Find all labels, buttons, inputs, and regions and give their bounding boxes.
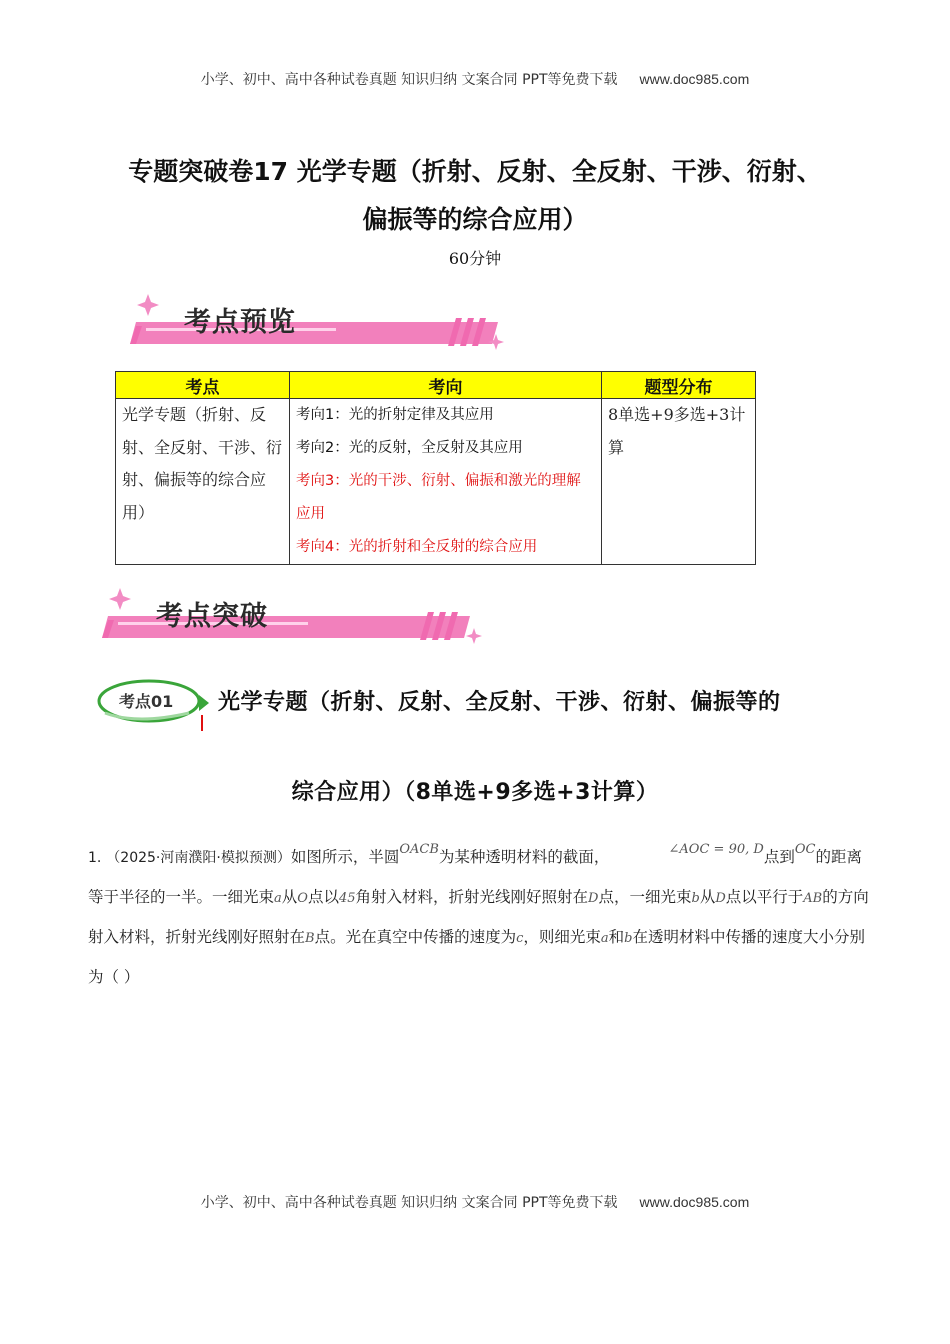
footer-text: 小学、初中、高中各种试卷真题 知识归纳 文案合同 PPT等免费下载 xyxy=(200,1195,618,1211)
question-number: 1. xyxy=(88,850,102,866)
math-a: a xyxy=(600,931,609,946)
math-o: O xyxy=(297,891,308,906)
page-title xyxy=(60,148,890,244)
math-b: b xyxy=(691,891,700,906)
title-line2: 偏振等的综合应用） xyxy=(362,205,588,234)
question-text: 从 xyxy=(281,888,298,906)
badge-label: 考点01 xyxy=(119,692,174,711)
math-a: a xyxy=(274,891,282,906)
topic-cell: 光学专题（折射、反射、全反射、干涉、衍射、偏振等的综合应用） xyxy=(116,399,290,565)
direction-item: 考向3：光的干涉、衍射、偏振和激光的理解应用 xyxy=(296,473,581,522)
kaodian-heading: 光学专题（折射、反射、全反射、干涉、衍射、偏振等的 xyxy=(218,690,781,715)
table-row xyxy=(116,399,756,565)
math-angle-aoc: ∠AOC = 90 xyxy=(668,842,746,857)
question-text: 在透明材料中传播的速度大小分别为（ ） xyxy=(88,928,866,986)
question-text: 点以平行于 xyxy=(725,888,804,906)
table-header-kaodian: 考点 xyxy=(116,372,290,399)
question-text: 和 xyxy=(608,928,625,946)
math-ab: AB xyxy=(803,891,823,906)
directions-cell xyxy=(290,399,602,565)
directions-list xyxy=(296,399,595,564)
question-text: 点到 xyxy=(763,848,795,866)
table-header-row xyxy=(116,372,756,399)
table-header-distribution: 题型分布 xyxy=(602,372,756,399)
question-text: 角射入材料，折射光线刚好照射在 xyxy=(355,888,589,906)
math-45: 45 xyxy=(338,891,356,906)
table-header-kaoxiang: 考向 xyxy=(290,372,602,399)
question-text: 的方向射入材料，折射光线刚好照射在 xyxy=(88,888,869,946)
math-b-point: B xyxy=(305,931,315,946)
math-d: D xyxy=(588,891,599,906)
direction-item: 考向2：光的反射，全反射及其应用 xyxy=(296,440,523,456)
math-d: , D xyxy=(745,842,764,857)
footer-site[interactable]: www.doc985.com xyxy=(639,1194,750,1210)
preview-label: 考点预览 xyxy=(184,307,296,338)
distribution-cell: 8单选+9多选+3计算 xyxy=(602,399,756,565)
question-text: ，则细光束 xyxy=(523,928,601,946)
math-c: c xyxy=(516,931,524,946)
question-text: 从 xyxy=(699,888,716,906)
duration: 60分钟 xyxy=(448,249,502,268)
breakthrough-banner xyxy=(98,582,488,650)
math-b: b xyxy=(624,931,633,946)
breakthrough-label: 考点突破 xyxy=(156,601,268,632)
question-source: （2025·河南濮阳·模拟预测） xyxy=(106,850,291,866)
math-d: D xyxy=(715,891,726,906)
kaodian-heading-cont: 综合应用）（8单选+9多选+3计算） xyxy=(291,780,659,805)
page-header xyxy=(0,69,950,89)
math-oacb: OACB xyxy=(399,842,439,857)
header-text: 小学、初中、高中各种试卷真题 知识归纳 文案合同 PPT等免费下载 xyxy=(200,72,618,88)
question-text: 点，一细光束 xyxy=(598,888,692,906)
question-text: 点。光在真空中传播的速度为 xyxy=(314,928,517,946)
question-1 xyxy=(88,838,870,996)
preview-banner xyxy=(126,288,516,356)
direction-item: 考向1：光的折射定律及其应用 xyxy=(296,407,494,423)
question-text: 点以 xyxy=(307,888,339,906)
kaodian-badge xyxy=(97,677,215,735)
title-line1: 专题突破卷17 光学专题（折射、反射、全反射、干涉、衍射、 xyxy=(128,157,822,186)
math-oc: OC xyxy=(794,842,816,857)
header-site[interactable]: www.doc985.com xyxy=(639,71,750,87)
question-text: 如图所示，半圆 xyxy=(290,848,400,866)
question-text: 的距离等于半径的一半。一细光束 xyxy=(88,848,862,906)
direction-item: 考向4：光的折射和全反射的综合应用 xyxy=(296,539,538,555)
page-footer xyxy=(0,1192,950,1212)
kaodian-table xyxy=(115,371,756,565)
question-text: 为某种透明材料的截面， xyxy=(438,848,610,866)
